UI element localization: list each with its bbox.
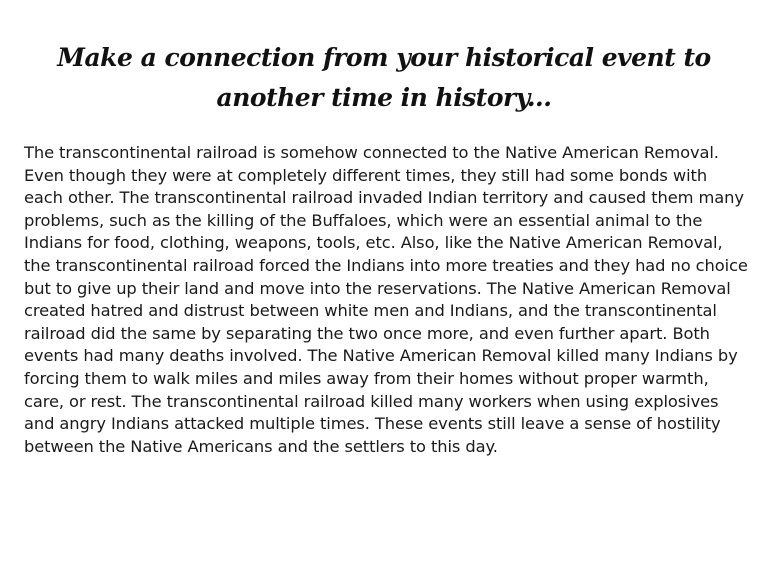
slide-body-text: The transcontinental railroad is somehow connected to the Native American Removal. Even though they were at completely different times, they still had some bonds with each other. The transcontinental railroad invaded Indian territory and caused them many problems, such as the killing of the Buffaloes, which were an essential animal to the Indians for food, clothing, weapons, tools, etc. Also, like the Native American Removal, the transcontinental railroad forced the Indians into more treaties and they had no choice but to give up their land and move into the reservations. The Native American Removal created hatred and distrust between white men and Indians, and the transcontinental railroad did the same by separating the two once more, and even further apart. Both events had many deaths involved. The Native American Removal killed many Indians by forcing them to walk miles and miles away from their homes without proper warmth, care, or rest. The transcontinental railroad killed many workers when using explosives and angry Indians attacked multiple times. These events still leave a sense of hostility between the Native Americans and the settlers to this day. xyxy=(24,143,748,456)
slide-title: Make a connection from your historical event to another time in history... xyxy=(57,43,711,112)
